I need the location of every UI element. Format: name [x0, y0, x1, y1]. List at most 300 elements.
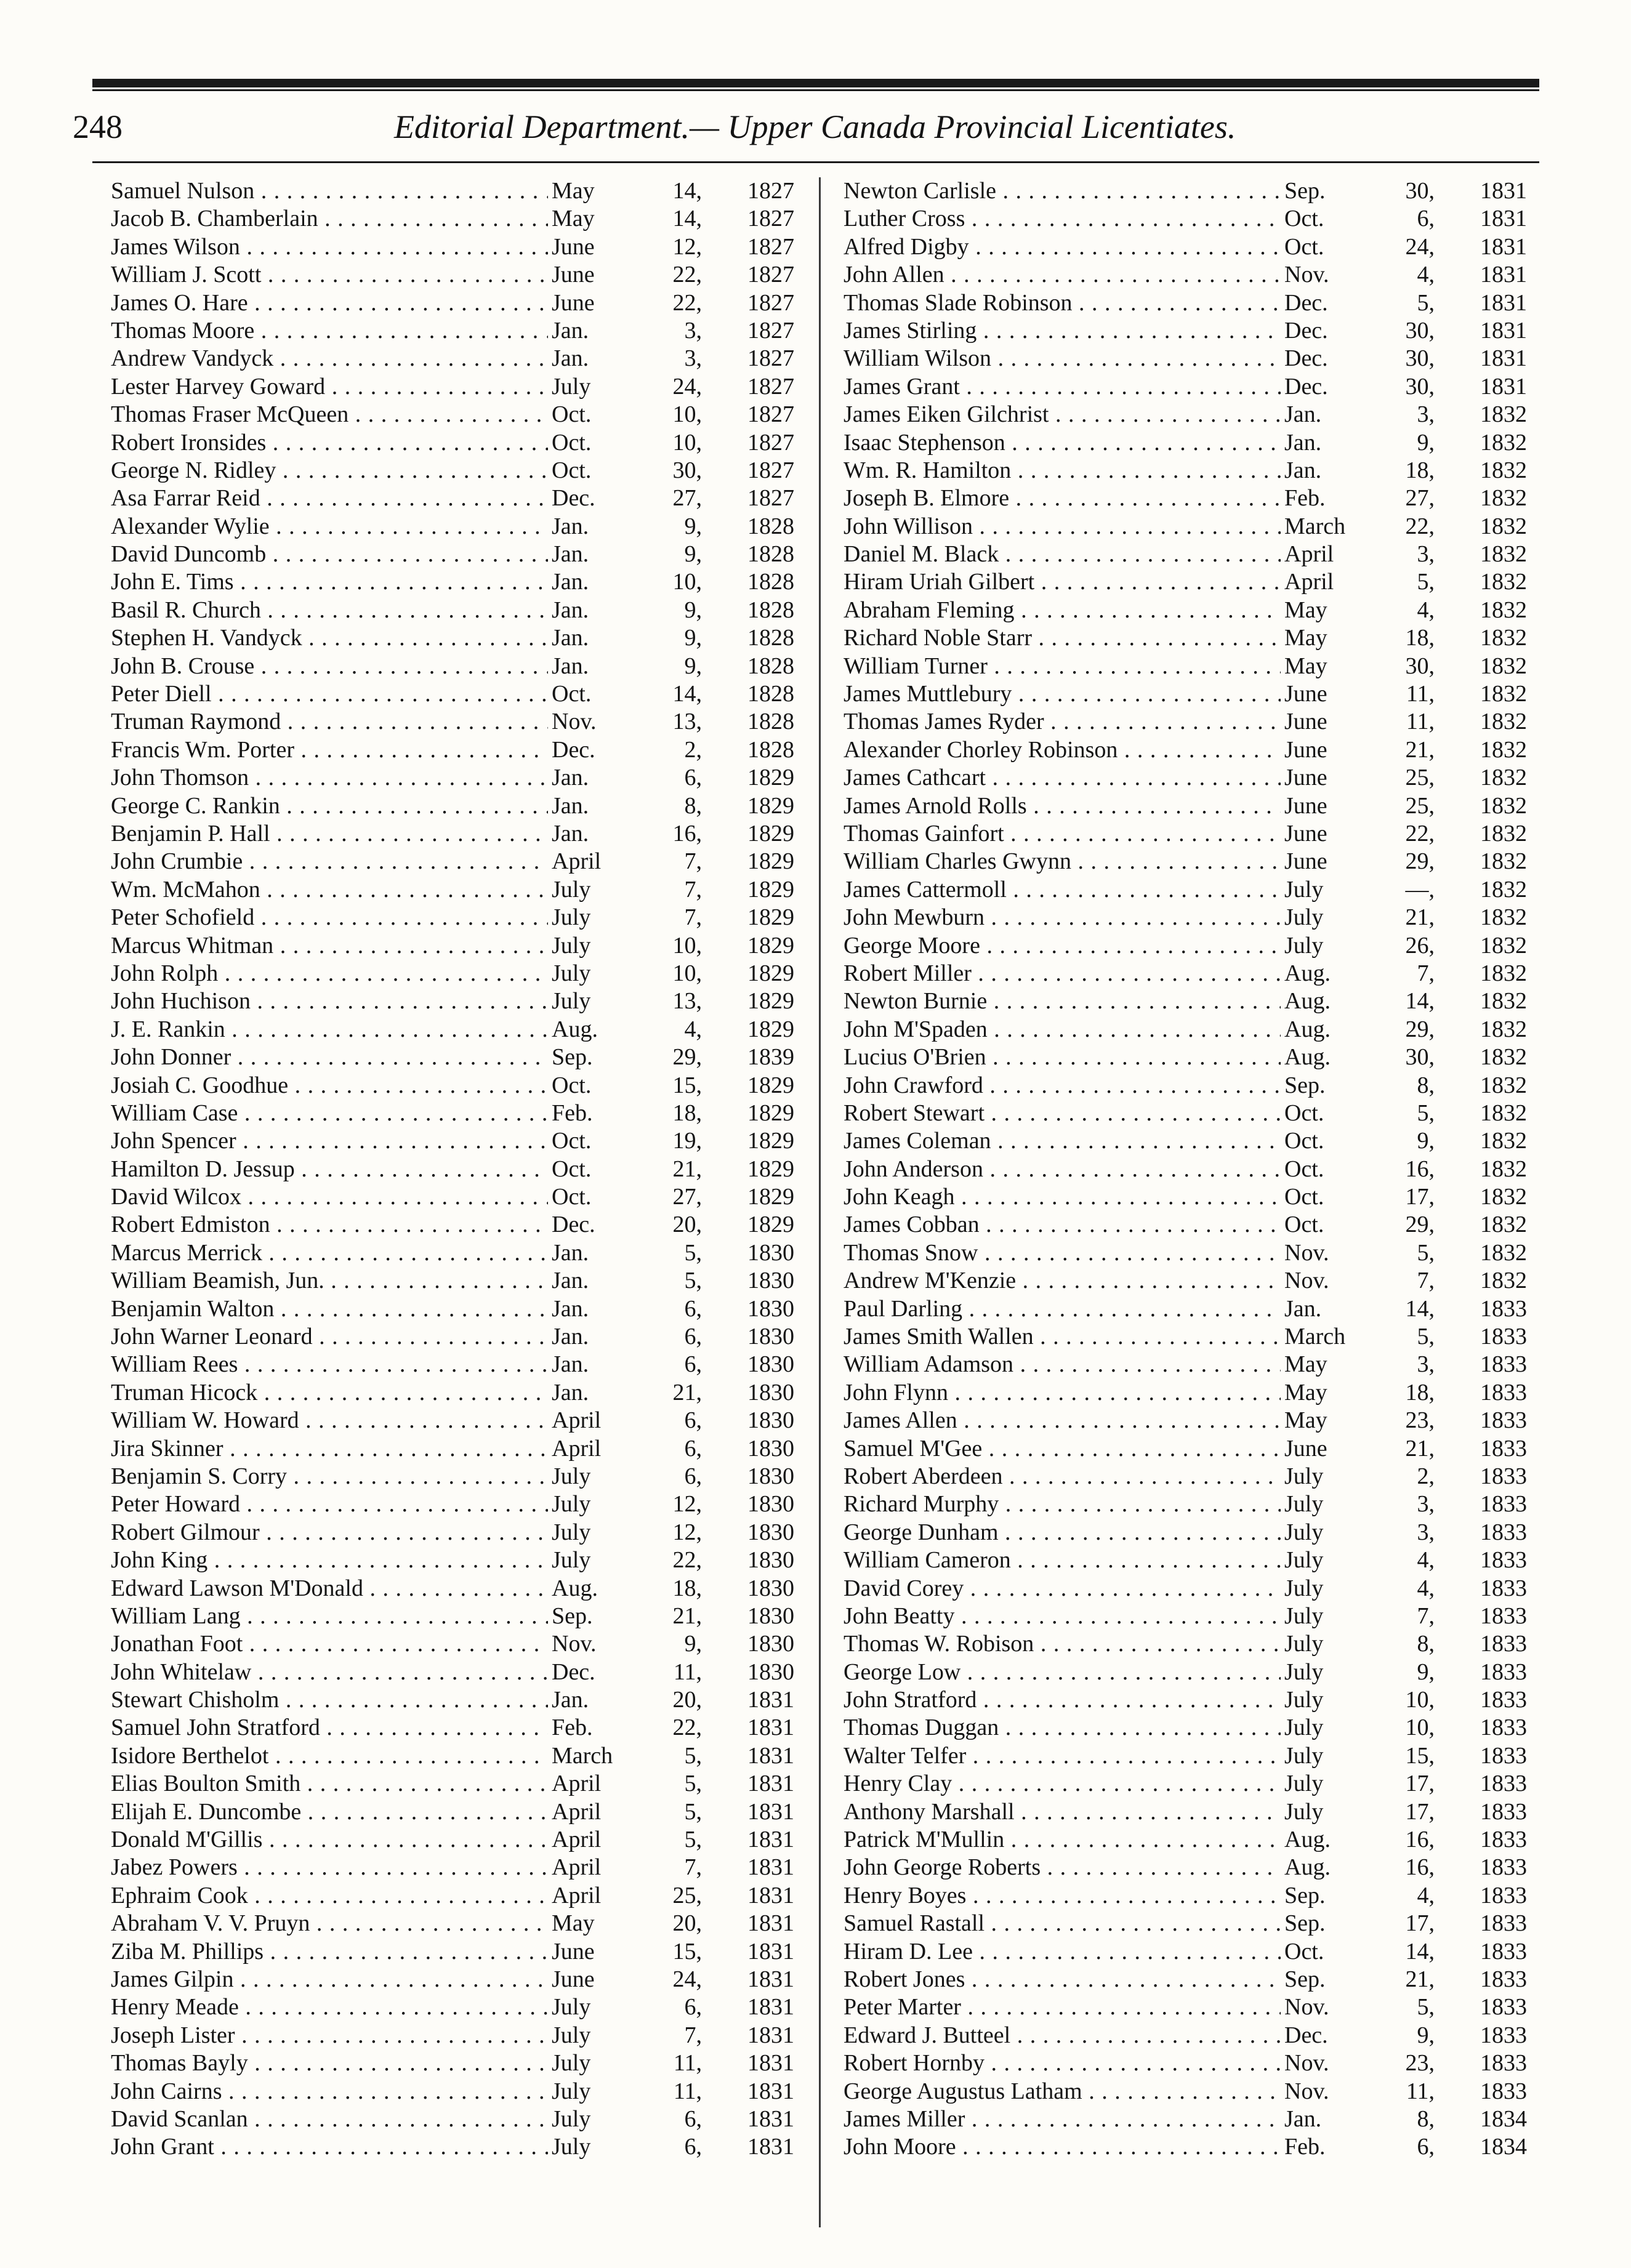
- licence-day: 10,: [1405, 1687, 1435, 1713]
- licence-day: 7,: [1417, 960, 1435, 986]
- licentiate-name: Robert Stewart . . .: [844, 1100, 1311, 1127]
- licence-month: Aug.: [1281, 1044, 1377, 1071]
- licence-day: 21,: [1405, 1435, 1435, 1462]
- list-item: [105, 2105, 813, 2133]
- licence-month: Oct.: [548, 1183, 644, 1211]
- licence-day: 3,: [1417, 1351, 1435, 1378]
- licence-year: 1827: [747, 233, 794, 260]
- list-item: [105, 2133, 813, 2161]
- licence-day: 5,: [684, 1742, 702, 1769]
- licence-month: May: [1281, 1379, 1377, 1407]
- list-item: [837, 1463, 1545, 1490]
- list-item: [105, 1351, 813, 1378]
- licence-month: July: [548, 373, 644, 401]
- licentiate-name: John Willison . . .: [844, 513, 1311, 541]
- licence-month: Jan.: [548, 1323, 644, 1351]
- licence-day: 14,: [672, 178, 702, 204]
- licence-month: July: [1281, 904, 1377, 931]
- licence-year: 1831: [1480, 345, 1527, 372]
- list-item: [837, 513, 1545, 541]
- list-item: [105, 429, 813, 457]
- licence-year: 1830: [747, 1463, 794, 1489]
- licence-year: 1833: [1480, 1687, 1527, 1713]
- licentiate-name: Thomas Slade Robinson . . .: [844, 289, 1311, 317]
- licence-year: 1832: [1480, 681, 1527, 707]
- licentiate-name: Benjamin Walton . . .: [111, 1295, 579, 1323]
- licence-day: 6,: [1417, 206, 1435, 232]
- licence-month: June: [1281, 820, 1377, 848]
- list-item: [837, 1770, 1545, 1798]
- licence-day: 11,: [1406, 681, 1435, 707]
- licentiate-name: James Grant . . .: [844, 373, 1311, 401]
- licence-day: 5,: [1417, 1324, 1435, 1350]
- licence-month: July: [548, 1519, 644, 1546]
- licence-month: Nov.: [1281, 2078, 1377, 2105]
- licence-month: June: [1281, 792, 1377, 820]
- licence-year: 1833: [1480, 1435, 1527, 1462]
- licence-day: 16,: [1405, 1827, 1435, 1853]
- licence-day: 8,: [684, 792, 702, 819]
- list-item: [105, 401, 813, 428]
- licentiate-name: Isidore Berthelot . . .: [111, 1742, 579, 1770]
- licentiate-name: John Moore . . .: [844, 2133, 1311, 2161]
- licence-day: 6,: [684, 1407, 702, 1434]
- licence-year: 1832: [1480, 988, 1527, 1015]
- list-item: [837, 904, 1545, 931]
- licence-year: 1833: [1480, 2050, 1527, 2077]
- licence-month: Sep.: [548, 1602, 644, 1630]
- licence-year: 1832: [1480, 765, 1527, 791]
- licentiate-name: Samuel M'Gee . . .: [844, 1435, 1311, 1463]
- licence-day: 4,: [1417, 262, 1435, 288]
- licence-month: Jan.: [1281, 401, 1377, 428]
- licence-year: 1830: [747, 1295, 794, 1322]
- licence-month: May: [1281, 624, 1377, 652]
- licentiate-name: William Wilson . . .: [844, 345, 1311, 372]
- licence-month: July: [1281, 876, 1377, 904]
- licence-year: 1828: [747, 625, 794, 651]
- licence-day: 6,: [684, 2105, 702, 2132]
- list-item: [837, 736, 1545, 764]
- licentiate-name: John M'Spaden . . .: [844, 1016, 1311, 1044]
- licentiate-name: William W. Howard . . .: [111, 1407, 579, 1434]
- list-item: [837, 1295, 1545, 1323]
- list-item: [837, 1686, 1545, 1714]
- list-item: [837, 653, 1545, 680]
- licence-year: 1828: [747, 569, 794, 595]
- licence-year: 1830: [747, 1407, 794, 1434]
- licence-year: 1830: [747, 1659, 794, 1685]
- licence-month: May: [1281, 653, 1377, 680]
- licence-day: 5,: [1417, 1994, 1435, 2021]
- licentiate-name: David Duncomb . . .: [111, 541, 579, 568]
- licence-month: Jan.: [1281, 1295, 1377, 1323]
- licence-month: Jan.: [548, 1239, 644, 1267]
- licence-year: 1833: [1480, 1938, 1527, 1964]
- licence-month: Nov.: [1281, 1239, 1377, 1267]
- licence-day: 6,: [684, 1463, 702, 1489]
- licence-month: July: [1281, 1742, 1377, 1770]
- licence-day: 27,: [672, 1184, 702, 1210]
- licence-day: 2,: [1417, 1463, 1435, 1489]
- licence-month: July: [1281, 1490, 1377, 1518]
- licence-day: 15,: [672, 1072, 702, 1098]
- list-item: [837, 960, 1545, 987]
- licence-month: Jan.: [548, 513, 644, 541]
- licence-day: 22,: [672, 1547, 702, 1574]
- licence-year: 1833: [1480, 1882, 1527, 1908]
- licence-year: 1827: [747, 262, 794, 288]
- licentiate-name: James Cathcart . . .: [844, 764, 1311, 792]
- list-item: [837, 1127, 1545, 1155]
- licence-year: 1833: [1480, 1798, 1527, 1825]
- licence-month: Oct.: [548, 401, 644, 428]
- licentiate-name: Marcus Merrick . . .: [111, 1239, 579, 1267]
- licence-day: 25,: [1405, 765, 1435, 791]
- licence-day: 7,: [684, 1854, 702, 1881]
- licence-month: Aug.: [1281, 960, 1377, 987]
- licentiate-name: James Cobban . . .: [844, 1211, 1311, 1239]
- licence-day: 11,: [673, 2050, 702, 2077]
- licence-month: July: [548, 1490, 644, 1518]
- licentiate-name: Donald M'Gillis . . .: [111, 1826, 579, 1854]
- licence-day: 18,: [1405, 1379, 1435, 1405]
- licence-month: Feb.: [1281, 2133, 1377, 2161]
- list-item: [837, 2105, 1545, 2133]
- licentiate-name: Samuel John Stratford . . .: [111, 1714, 579, 1742]
- licence-month: Sep.: [1281, 1072, 1377, 1100]
- licence-day: 3,: [1417, 541, 1435, 568]
- licence-year: 1831: [1480, 289, 1527, 316]
- list-item: [105, 1211, 813, 1239]
- licence-year: 1832: [1480, 485, 1527, 512]
- list-item: [105, 1910, 813, 1937]
- licence-month: July: [548, 2022, 644, 2049]
- list-item: [105, 1575, 813, 1602]
- licence-month: April: [548, 1826, 644, 1854]
- licence-day: 5,: [1417, 569, 1435, 595]
- licence-day: 17,: [1405, 1771, 1435, 1797]
- licentiate-name: Peter Diell . . .: [111, 680, 579, 708]
- licence-month: Oct.: [548, 429, 644, 457]
- licentiate-name: Thomas W. Robison . . .: [844, 1630, 1311, 1658]
- licentiate-name: Wm. McMahon . . .: [111, 876, 579, 904]
- licence-year: 1833: [1480, 1742, 1527, 1769]
- licence-year: 1831: [747, 2134, 794, 2160]
- licence-month: Oct.: [1281, 1127, 1377, 1155]
- licence-year: 1830: [747, 1351, 794, 1378]
- licence-year: 1831: [747, 1938, 794, 1964]
- list-item: [837, 205, 1545, 233]
- licence-year: 1833: [1480, 2078, 1527, 2104]
- licence-year: 1833: [1480, 1659, 1527, 1685]
- licentiate-name: John Huchison . . .: [111, 987, 579, 1015]
- licence-day: 24,: [672, 1966, 702, 1992]
- licence-year: 1828: [747, 597, 794, 623]
- licence-year: 1833: [1480, 1295, 1527, 1322]
- licence-month: Jan.: [548, 1686, 644, 1714]
- list-item: [837, 233, 1545, 261]
- licence-day: 9,: [684, 625, 702, 651]
- licence-year: 1832: [1480, 1212, 1527, 1238]
- licentiate-name: William Rees . . .: [111, 1351, 579, 1378]
- licentiate-name: Alexander Wylie . . .: [111, 513, 579, 541]
- licence-month: July: [1281, 1686, 1377, 1714]
- licence-day: 29,: [672, 1044, 702, 1071]
- licence-day: —,: [1405, 876, 1435, 903]
- list-item: [837, 373, 1545, 401]
- licence-day: 6,: [684, 2134, 702, 2160]
- list-item: [837, 1602, 1545, 1630]
- licentiate-name: Robert Aberdeen . . .: [844, 1463, 1311, 1490]
- list-item: [105, 1602, 813, 1630]
- licentiate-name: Henry Boyes . . .: [844, 1882, 1311, 1910]
- licence-month: July: [548, 2105, 644, 2133]
- licence-year: 1831: [747, 1966, 794, 1992]
- licence-month: Oct.: [1281, 1156, 1377, 1183]
- licence-month: Feb.: [548, 1100, 644, 1127]
- licence-day: 10,: [672, 960, 702, 986]
- licence-year: 1833: [1480, 1519, 1527, 1545]
- licence-month: April: [1281, 568, 1377, 596]
- licence-year: 1833: [1480, 1351, 1527, 1378]
- licence-month: Dec.: [1281, 289, 1377, 317]
- licence-year: 1832: [1480, 513, 1527, 539]
- licence-day: 21,: [1405, 1966, 1435, 1992]
- licence-year: 1832: [1480, 792, 1527, 819]
- licence-year: 1831: [1480, 262, 1527, 288]
- list-item: [105, 960, 813, 987]
- licence-year: 1829: [747, 932, 794, 959]
- licence-month: July: [1281, 1602, 1377, 1630]
- licence-month: July: [1281, 1575, 1377, 1602]
- licence-year: 1829: [747, 820, 794, 846]
- licence-month: June: [1281, 1435, 1377, 1463]
- running-title: Editorial Department.— Upper Canada Provincial Licentiates.: [394, 108, 1236, 145]
- licence-year: 1831: [747, 1827, 794, 1853]
- licence-year: 1830: [747, 1519, 794, 1545]
- licence-month: Aug.: [548, 1016, 644, 1044]
- licence-year: 1830: [747, 1547, 794, 1574]
- list-item: [105, 1993, 813, 2021]
- licence-month: Nov.: [548, 708, 644, 736]
- licence-day: 27,: [1405, 485, 1435, 512]
- list-item: [837, 1659, 1545, 1686]
- licence-month: Jan.: [548, 1295, 644, 1323]
- licentiate-name: Basil R. Church . . .: [111, 597, 579, 624]
- licentiate-name: Andrew Vandyck . . .: [111, 345, 579, 372]
- licence-year: 1830: [747, 1268, 794, 1294]
- licence-day: 21,: [672, 1379, 702, 1405]
- licence-day: 10,: [672, 932, 702, 959]
- list-item: [837, 1882, 1545, 1910]
- licentiate-name: John Beatty . . .: [844, 1602, 1311, 1630]
- licentiate-name: Samuel Rastall . . .: [844, 1910, 1311, 1937]
- licence-day: 6,: [1417, 2134, 1435, 2160]
- licentiate-name: Ziba M. Phillips . . .: [111, 1938, 579, 1966]
- licentiate-name: William Turner . . .: [844, 653, 1311, 680]
- licentiate-name: John E. Tims . . .: [111, 568, 579, 596]
- licence-year: 1832: [1480, 1156, 1527, 1182]
- licence-month: July: [548, 987, 644, 1015]
- licence-day: 9,: [1417, 1659, 1435, 1685]
- list-item: [837, 1798, 1545, 1826]
- licence-month: June: [548, 1966, 644, 1993]
- licence-day: 12,: [672, 233, 702, 260]
- list-item: [105, 1127, 813, 1155]
- licence-year: 1839: [747, 1044, 794, 1071]
- licence-year: 1831: [747, 1771, 794, 1797]
- licence-day: 11,: [1406, 2078, 1435, 2104]
- licence-year: 1831: [747, 1854, 794, 1881]
- licence-day: 23,: [1405, 2050, 1435, 2077]
- licence-day: 5,: [1417, 289, 1435, 316]
- licence-month: Oct.: [1281, 233, 1377, 261]
- licentiate-name: Hiram D. Lee . . .: [844, 1938, 1311, 1966]
- licentiate-name: John Warner Leonard . . .: [111, 1323, 579, 1351]
- licence-month: June: [1281, 680, 1377, 708]
- licence-day: 20,: [672, 1212, 702, 1238]
- licence-day: 8,: [1417, 1072, 1435, 1098]
- list-item: [837, 597, 1545, 624]
- licence-month: Jan.: [548, 764, 644, 792]
- licentiate-name: Ephraim Cook . . .: [111, 1882, 579, 1910]
- licence-month: March: [1281, 1323, 1377, 1351]
- licence-year: 1832: [1480, 1100, 1527, 1126]
- list-item: [105, 1686, 813, 1714]
- licentiate-name: Jabez Powers . . .: [111, 1854, 579, 1881]
- licence-year: 1830: [747, 1491, 794, 1518]
- list-item: [105, 708, 813, 736]
- licence-year: 1829: [747, 1212, 794, 1238]
- list-item: [837, 1575, 1545, 1602]
- licence-month: June: [548, 261, 644, 289]
- licentiate-name: Edward J. Butteel . . .: [844, 2022, 1311, 2049]
- licence-month: June: [1281, 708, 1377, 736]
- licence-day: 27,: [672, 485, 702, 512]
- licentiate-name: Francis Wm. Porter . . .: [111, 736, 579, 764]
- licence-day: 29,: [1405, 1212, 1435, 1238]
- list-item: [837, 680, 1545, 708]
- licence-month: Feb.: [548, 1714, 644, 1742]
- licentiate-name: Paul Darling . . .: [844, 1295, 1311, 1323]
- licentiate-name: Richard Murphy . . .: [844, 1490, 1311, 1518]
- list-item: [837, 1044, 1545, 1071]
- licence-day: 7,: [684, 2022, 702, 2048]
- licence-year: 1831: [1480, 317, 1527, 344]
- licence-day: 9,: [684, 597, 702, 623]
- list-item: [837, 1490, 1545, 1518]
- licence-day: 30,: [1405, 653, 1435, 679]
- licentiate-name: George Low . . .: [844, 1659, 1311, 1686]
- licentiate-name: Anthony Marshall . . .: [844, 1798, 1311, 1826]
- licentiate-name: John Donner . . .: [111, 1044, 579, 1071]
- licence-year: 1830: [747, 1435, 794, 1462]
- licence-year: 1830: [747, 1602, 794, 1629]
- list-item: [837, 345, 1545, 372]
- list-item: [837, 987, 1545, 1015]
- licentiate-name: George Augustus Latham . . .: [844, 2078, 1311, 2105]
- licentiate-name: John B. Crouse . . .: [111, 653, 579, 680]
- list-item: [837, 1156, 1545, 1183]
- licence-year: 1831: [747, 1742, 794, 1769]
- licence-month: Jan.: [548, 792, 644, 820]
- licence-month: April: [548, 1798, 644, 1826]
- licence-month: April: [548, 1435, 644, 1463]
- licence-year: 1832: [1480, 820, 1527, 846]
- page-number: 248: [73, 108, 123, 145]
- list-item: [105, 1798, 813, 1826]
- licence-year: 1832: [1480, 1128, 1527, 1154]
- licentiate-name: John George Roberts . . .: [844, 1854, 1311, 1881]
- licentiate-name: Henry Meade . . .: [111, 1993, 579, 2021]
- list-item: [105, 876, 813, 904]
- licence-month: July: [548, 2133, 644, 2161]
- licence-month: Jan.: [548, 820, 644, 848]
- licentiate-name: Hiram Uriah Gilbert . . .: [844, 568, 1311, 596]
- licentiate-name: John Spencer . . .: [111, 1127, 579, 1155]
- licence-year: 1829: [747, 1016, 794, 1042]
- licence-year: 1828: [747, 653, 794, 679]
- list-item: [105, 1630, 813, 1658]
- licentiate-name: Benjamin S. Corry . . .: [111, 1463, 579, 1490]
- list-item: [837, 1938, 1545, 1966]
- licence-day: 11,: [1406, 709, 1435, 735]
- licence-day: 17,: [1405, 1798, 1435, 1825]
- licence-month: July: [1281, 1770, 1377, 1798]
- top-rule-thin: [92, 89, 1539, 91]
- licence-year: 1829: [747, 1156, 794, 1182]
- list-item: [105, 177, 813, 205]
- licentiate-name: John Whitelaw . . .: [111, 1659, 579, 1686]
- licence-month: Jan.: [548, 541, 644, 568]
- licence-month: July: [1281, 1630, 1377, 1658]
- licentiate-name: Thomas Fraser McQueen . . .: [111, 401, 579, 428]
- list-item: [105, 1854, 813, 1881]
- licence-day: 5,: [684, 1268, 702, 1294]
- licence-day: 3,: [1417, 1491, 1435, 1518]
- list-item: [105, 653, 813, 680]
- licentiate-name: Peter Schofield . . .: [111, 904, 579, 931]
- licence-month: July: [548, 876, 644, 904]
- licentiate-name: Andrew M'Kenzie . . .: [844, 1267, 1311, 1295]
- licentiate-name: James Gilpin . . .: [111, 1966, 579, 1993]
- licence-month: Dec.: [1281, 2022, 1377, 2049]
- licentiate-name: William Lang . . .: [111, 1602, 579, 1630]
- licence-day: 6,: [684, 1435, 702, 1462]
- list-item: [837, 485, 1545, 512]
- licence-year: 1827: [747, 457, 794, 483]
- licence-day: 11,: [673, 2078, 702, 2104]
- licence-year: 1831: [747, 1798, 794, 1825]
- list-item: [105, 1659, 813, 1686]
- licence-year: 1831: [747, 1994, 794, 2021]
- list-item: [837, 1714, 1545, 1742]
- licence-day: 13,: [672, 988, 702, 1015]
- licence-month: July: [1281, 1546, 1377, 1574]
- licence-day: 18,: [672, 1100, 702, 1126]
- licence-year: 1832: [1480, 401, 1527, 428]
- licence-year: 1833: [1480, 1910, 1527, 1937]
- licence-day: 14,: [1405, 1938, 1435, 1964]
- licence-month: Jan.: [548, 597, 644, 624]
- list-item: [837, 1183, 1545, 1211]
- list-item: [837, 2049, 1545, 2077]
- licence-day: 17,: [1405, 1910, 1435, 1937]
- list-item: [837, 429, 1545, 457]
- licence-year: 1828: [747, 709, 794, 735]
- licence-year: 1828: [747, 513, 794, 539]
